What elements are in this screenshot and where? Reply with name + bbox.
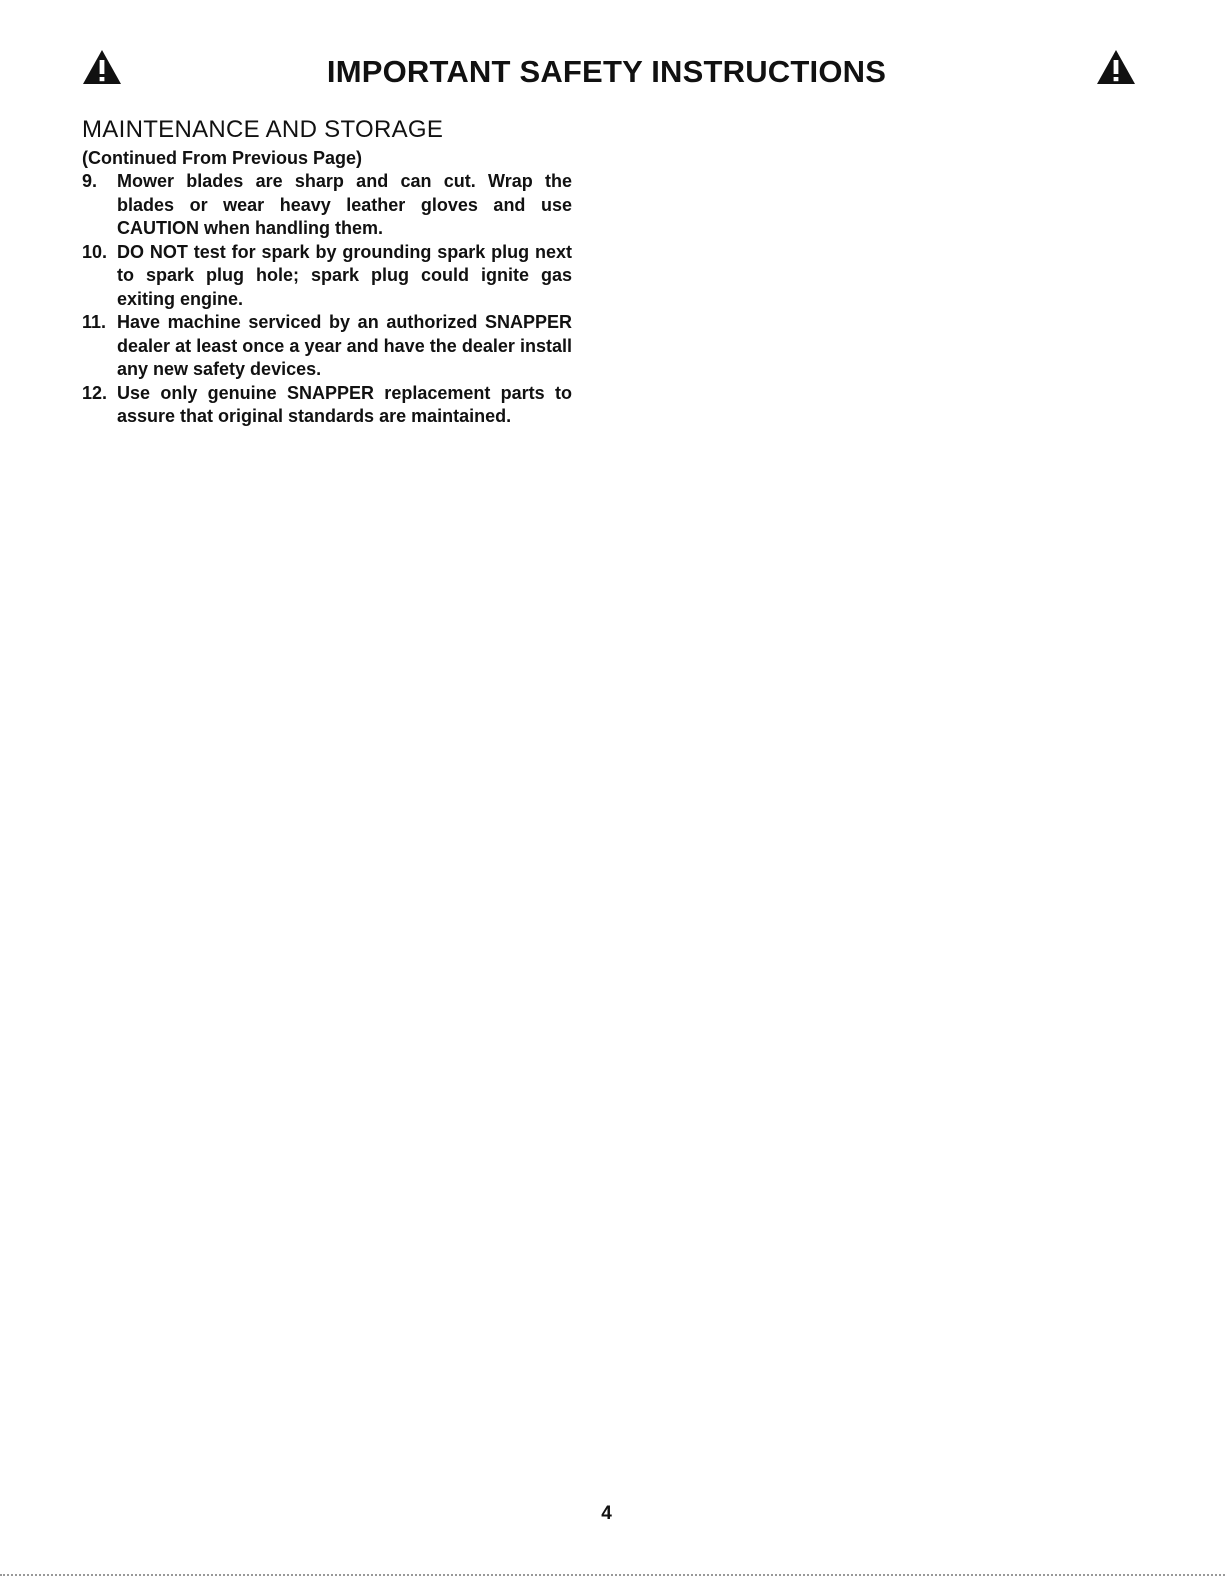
list-item xyxy=(82,170,572,241)
item-number: 10. xyxy=(82,241,108,262)
instruction-list xyxy=(82,170,572,429)
item-text: Mower blades are sharp and can cut. Wrap the blades or wear heavy leather gloves and use CAUTION when handling them. xyxy=(117,171,572,238)
item-number: 12. xyxy=(82,382,108,403)
item-number: 11. xyxy=(82,312,107,332)
continued-note: (Continued From Previous Page) xyxy=(82,148,363,168)
list-item xyxy=(82,382,572,429)
list-item xyxy=(82,241,572,312)
page-edge-divider xyxy=(0,1574,1225,1576)
item-text: Have machine serviced by an authorized SNAPPER dealer at least once a year and have the dealer install any new safety devices. xyxy=(117,312,572,379)
page-number: 4 xyxy=(601,1503,612,1524)
safety-section xyxy=(82,114,572,429)
list-item xyxy=(82,311,572,382)
item-text: DO NOT test for spark by grounding spark plug next to spark plug hole; spark plug could ignite gas exiting engine. xyxy=(117,241,572,309)
warning-triangle-icon xyxy=(1095,48,1137,86)
item-number: 9. xyxy=(82,171,98,191)
item-text: Use only genuine SNAPPER replacement parts to assure that original standards are maintained. xyxy=(117,382,572,426)
page-title: IMPORTANT SAFETY INSTRUCTIONS xyxy=(326,54,887,89)
section-heading: MAINTENANCE AND STORAGE xyxy=(82,116,444,143)
